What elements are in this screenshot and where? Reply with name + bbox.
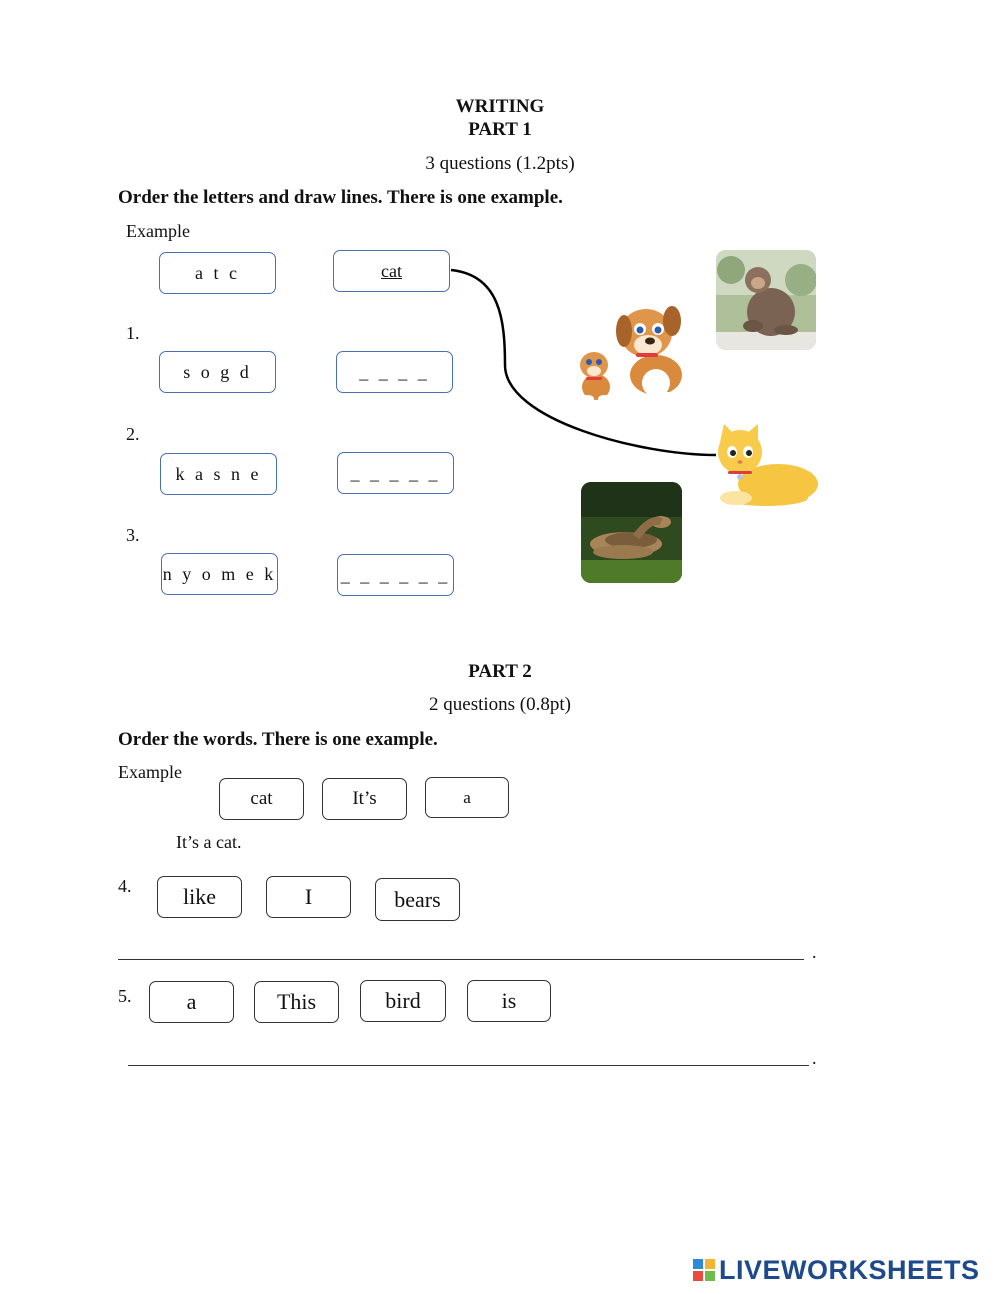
- logo-text: LIVEWORKSHEETS: [719, 1254, 980, 1285]
- part1-title: PART 1: [468, 119, 532, 140]
- question-5-answer-line[interactable]: [128, 1065, 809, 1066]
- word-text: a: [186, 989, 197, 1014]
- question-2-letters: k a s n e: [175, 463, 262, 484]
- question-5-word-bird[interactable]: [360, 980, 446, 1022]
- question-4-number: 4.: [118, 876, 132, 896]
- part2-example-answer: It’s a cat.: [176, 832, 242, 852]
- word-text: I: [304, 884, 313, 909]
- word-text: bears: [394, 886, 441, 912]
- dogs-picture[interactable]: [574, 293, 686, 405]
- part2-instruction: Order the words. There is one example.: [118, 729, 438, 750]
- part2-subtitle: 2 questions (0.8pt): [429, 694, 571, 715]
- cat-picture[interactable]: [706, 422, 820, 508]
- monkey-picture[interactable]: [716, 250, 816, 350]
- word-text: like: [183, 884, 216, 909]
- liveworksheets-logo: [693, 1254, 980, 1286]
- question-5-word-is[interactable]: [467, 980, 551, 1022]
- example-letters: a t c: [195, 262, 240, 283]
- question-5-word-a[interactable]: [149, 981, 234, 1023]
- question-1-number: 1.: [126, 323, 140, 343]
- question-4-word-like[interactable]: [157, 876, 242, 918]
- example-word-text: a: [463, 787, 471, 807]
- part2-title: PART 2: [468, 661, 532, 682]
- word-text: This: [276, 989, 317, 1014]
- question-3-number: 3.: [126, 525, 140, 545]
- logo-mark-icon: [693, 1259, 715, 1281]
- question-3-letters: n y o m e k: [162, 563, 277, 584]
- question-2-number: 2.: [126, 424, 140, 444]
- part1-instruction: Order the letters and draw lines. There is one example.: [118, 187, 563, 208]
- example-word-text: It’s: [352, 788, 377, 809]
- example-word-cat: [219, 778, 304, 820]
- part1-subtitle: 3 questions (1.2pts): [425, 153, 575, 174]
- snake-picture[interactable]: [581, 482, 682, 583]
- question-3-blanks: _ _ _ _ _ _: [340, 564, 451, 585]
- question-5-period: .: [812, 1048, 817, 1068]
- word-text: is: [501, 988, 517, 1013]
- question-5-number: 5.: [118, 986, 132, 1006]
- question-4-word-i[interactable]: [266, 876, 351, 918]
- part2-example-label: Example: [118, 762, 182, 782]
- question-4-answer-line[interactable]: [118, 959, 804, 960]
- question-1-letters: s o g d: [183, 361, 252, 382]
- question-2-blanks: _ _ _ _ _: [350, 462, 441, 483]
- example-word-a: [425, 777, 509, 818]
- worksheet-title: WRITING: [455, 96, 545, 117]
- question-4-word-bears[interactable]: [375, 878, 460, 921]
- example-word-its: [322, 778, 407, 820]
- example-word-text: cat: [250, 788, 273, 809]
- word-text: bird: [385, 988, 421, 1013]
- question-1-blanks: _ _ _ _: [359, 361, 430, 382]
- example-connector-line: [0, 0, 1000, 620]
- example-answer: cat: [381, 260, 402, 281]
- part1-example-label: Example: [126, 221, 190, 241]
- question-5-word-this[interactable]: [254, 981, 339, 1023]
- question-4-period: .: [812, 942, 817, 962]
